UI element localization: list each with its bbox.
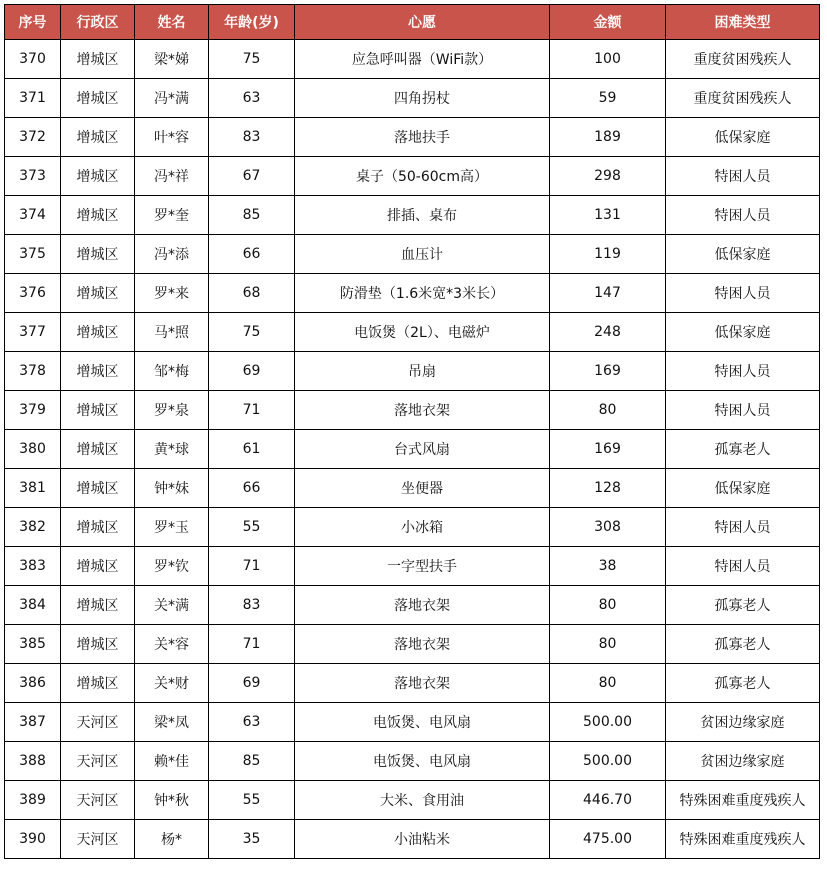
table-row	[5, 79, 820, 118]
cell-col-amount: 475.00	[550, 820, 666, 859]
wish-list-table	[4, 4, 820, 859]
table-row	[5, 235, 820, 274]
table-row	[5, 781, 820, 820]
table-row	[5, 157, 820, 196]
cell-col-amount: 189	[550, 118, 666, 157]
cell-col-wish: 排插、桌布	[295, 196, 550, 235]
table-row	[5, 820, 820, 859]
table-header-row	[5, 5, 820, 40]
cell-col-index: 378	[5, 352, 61, 391]
cell-col-index: 379	[5, 391, 61, 430]
cell-col-wish: 电饭煲、电风扇	[295, 703, 550, 742]
table-row	[5, 274, 820, 313]
cell-col-district: 增城区	[61, 196, 135, 235]
cell-col-hardship-type: 贫困边缘家庭	[666, 703, 820, 742]
cell-col-wish: 落地衣架	[295, 586, 550, 625]
table-row	[5, 508, 820, 547]
cell-col-age: 71	[209, 625, 295, 664]
header-col-age: 年龄(岁)	[209, 5, 295, 40]
cell-col-age: 69	[209, 352, 295, 391]
table-row	[5, 352, 820, 391]
cell-col-wish: 血压计	[295, 235, 550, 274]
cell-col-name: 关*满	[135, 586, 209, 625]
cell-col-wish: 落地扶手	[295, 118, 550, 157]
cell-col-wish: 小冰箱	[295, 508, 550, 547]
table-row	[5, 469, 820, 508]
cell-col-age: 66	[209, 469, 295, 508]
cell-col-index: 370	[5, 40, 61, 79]
cell-col-hardship-type: 重度贫困残疾人	[666, 40, 820, 79]
cell-col-age: 71	[209, 547, 295, 586]
cell-col-district: 增城区	[61, 586, 135, 625]
cell-col-index: 389	[5, 781, 61, 820]
cell-col-amount: 500.00	[550, 703, 666, 742]
cell-col-age: 83	[209, 118, 295, 157]
cell-col-wish: 电饭煲（2L）、电磁炉	[295, 313, 550, 352]
cell-col-amount: 38	[550, 547, 666, 586]
cell-col-name: 罗*泉	[135, 391, 209, 430]
cell-col-age: 75	[209, 40, 295, 79]
cell-col-amount: 248	[550, 313, 666, 352]
cell-col-index: 376	[5, 274, 61, 313]
cell-col-name: 冯*祥	[135, 157, 209, 196]
cell-col-hardship-type: 特困人员	[666, 547, 820, 586]
table-row	[5, 40, 820, 79]
cell-col-hardship-type: 特困人员	[666, 196, 820, 235]
cell-col-district: 增城区	[61, 40, 135, 79]
cell-col-district: 增城区	[61, 79, 135, 118]
cell-col-amount: 119	[550, 235, 666, 274]
cell-col-index: 372	[5, 118, 61, 157]
cell-col-amount: 169	[550, 430, 666, 469]
cell-col-wish: 桌子（50-60cm高）	[295, 157, 550, 196]
cell-col-age: 69	[209, 664, 295, 703]
cell-col-hardship-type: 特困人员	[666, 157, 820, 196]
cell-col-hardship-type: 特困人员	[666, 352, 820, 391]
table-row	[5, 430, 820, 469]
cell-col-wish: 落地衣架	[295, 664, 550, 703]
cell-col-hardship-type: 孤寡老人	[666, 430, 820, 469]
cell-col-index: 380	[5, 430, 61, 469]
cell-col-hardship-type: 重度贫困残疾人	[666, 79, 820, 118]
cell-col-name: 关*容	[135, 625, 209, 664]
cell-col-wish: 台式风扇	[295, 430, 550, 469]
cell-col-age: 55	[209, 508, 295, 547]
cell-col-index: 388	[5, 742, 61, 781]
cell-col-district: 天河区	[61, 820, 135, 859]
cell-col-hardship-type: 贫困边缘家庭	[666, 742, 820, 781]
cell-col-name: 梁*娣	[135, 40, 209, 79]
cell-col-amount: 169	[550, 352, 666, 391]
cell-col-name: 梁*凤	[135, 703, 209, 742]
cell-col-age: 63	[209, 703, 295, 742]
cell-col-name: 罗*奎	[135, 196, 209, 235]
cell-col-district: 增城区	[61, 157, 135, 196]
cell-col-name: 黄*球	[135, 430, 209, 469]
cell-col-index: 377	[5, 313, 61, 352]
cell-col-amount: 500.00	[550, 742, 666, 781]
cell-col-index: 373	[5, 157, 61, 196]
cell-col-district: 增城区	[61, 274, 135, 313]
cell-col-name: 钟*妹	[135, 469, 209, 508]
cell-col-hardship-type: 低保家庭	[666, 469, 820, 508]
cell-col-district: 增城区	[61, 508, 135, 547]
cell-col-age: 71	[209, 391, 295, 430]
cell-col-age: 85	[209, 742, 295, 781]
cell-col-district: 增城区	[61, 469, 135, 508]
cell-col-index: 382	[5, 508, 61, 547]
header-col-hardship-type: 困难类型	[666, 5, 820, 40]
cell-col-wish: 一字型扶手	[295, 547, 550, 586]
table-row	[5, 625, 820, 664]
cell-col-wish: 四角拐杖	[295, 79, 550, 118]
cell-col-name: 罗*钦	[135, 547, 209, 586]
cell-col-district: 天河区	[61, 742, 135, 781]
cell-col-amount: 100	[550, 40, 666, 79]
cell-col-hardship-type: 特困人员	[666, 274, 820, 313]
cell-col-hardship-type: 特殊困难重度残疾人	[666, 820, 820, 859]
table-body	[5, 40, 820, 859]
cell-col-index: 387	[5, 703, 61, 742]
table-row	[5, 118, 820, 157]
cell-col-hardship-type: 低保家庭	[666, 313, 820, 352]
cell-col-hardship-type: 特殊困难重度残疾人	[666, 781, 820, 820]
cell-col-amount: 308	[550, 508, 666, 547]
cell-col-hardship-type: 特困人员	[666, 508, 820, 547]
cell-col-age: 63	[209, 79, 295, 118]
cell-col-age: 68	[209, 274, 295, 313]
cell-col-index: 390	[5, 820, 61, 859]
cell-col-name: 马*照	[135, 313, 209, 352]
cell-col-name: 叶*容	[135, 118, 209, 157]
cell-col-district: 增城区	[61, 625, 135, 664]
cell-col-district: 天河区	[61, 703, 135, 742]
wish-list-table-wrapper	[4, 4, 820, 859]
table-row	[5, 547, 820, 586]
header-col-wish: 心愿	[295, 5, 550, 40]
header-col-district: 行政区	[61, 5, 135, 40]
cell-col-wish: 大米、食用油	[295, 781, 550, 820]
cell-col-district: 增城区	[61, 235, 135, 274]
cell-col-name: 邹*梅	[135, 352, 209, 391]
cell-col-amount: 80	[550, 391, 666, 430]
cell-col-hardship-type: 孤寡老人	[666, 586, 820, 625]
table-row	[5, 391, 820, 430]
table-row	[5, 586, 820, 625]
table-row	[5, 664, 820, 703]
cell-col-name: 冯*满	[135, 79, 209, 118]
cell-col-wish: 吊扇	[295, 352, 550, 391]
cell-col-name: 赖*佳	[135, 742, 209, 781]
cell-col-district: 增城区	[61, 391, 135, 430]
cell-col-index: 381	[5, 469, 61, 508]
cell-col-wish: 落地衣架	[295, 391, 550, 430]
cell-col-hardship-type: 特困人员	[666, 391, 820, 430]
cell-col-wish: 坐便器	[295, 469, 550, 508]
cell-col-age: 67	[209, 157, 295, 196]
cell-col-name: 罗*玉	[135, 508, 209, 547]
cell-col-age: 75	[209, 313, 295, 352]
cell-col-index: 386	[5, 664, 61, 703]
cell-col-age: 83	[209, 586, 295, 625]
cell-col-name: 杨*	[135, 820, 209, 859]
cell-col-district: 增城区	[61, 352, 135, 391]
cell-col-index: 384	[5, 586, 61, 625]
cell-col-index: 375	[5, 235, 61, 274]
cell-col-amount: 298	[550, 157, 666, 196]
cell-col-age: 61	[209, 430, 295, 469]
cell-col-name: 关*财	[135, 664, 209, 703]
cell-col-amount: 80	[550, 625, 666, 664]
cell-col-name: 罗*来	[135, 274, 209, 313]
cell-col-wish: 防滑垫（1.6米宽*3米长）	[295, 274, 550, 313]
cell-col-amount: 446.70	[550, 781, 666, 820]
cell-col-index: 371	[5, 79, 61, 118]
header-col-index: 序号	[5, 5, 61, 40]
cell-col-hardship-type: 孤寡老人	[666, 664, 820, 703]
cell-col-index: 385	[5, 625, 61, 664]
cell-col-amount: 80	[550, 586, 666, 625]
cell-col-age: 66	[209, 235, 295, 274]
cell-col-district: 增城区	[61, 664, 135, 703]
cell-col-age: 35	[209, 820, 295, 859]
cell-col-amount: 131	[550, 196, 666, 235]
cell-col-district: 增城区	[61, 118, 135, 157]
cell-col-hardship-type: 低保家庭	[666, 235, 820, 274]
cell-col-amount: 59	[550, 79, 666, 118]
cell-col-wish: 应急呼叫器（WiFi款）	[295, 40, 550, 79]
cell-col-age: 55	[209, 781, 295, 820]
cell-col-index: 383	[5, 547, 61, 586]
table-row	[5, 742, 820, 781]
cell-col-district: 增城区	[61, 547, 135, 586]
cell-col-age: 85	[209, 196, 295, 235]
cell-col-amount: 128	[550, 469, 666, 508]
cell-col-hardship-type: 低保家庭	[666, 118, 820, 157]
cell-col-name: 钟*秋	[135, 781, 209, 820]
header-col-name: 姓名	[135, 5, 209, 40]
header-col-amount: 金额	[550, 5, 666, 40]
cell-col-wish: 落地衣架	[295, 625, 550, 664]
cell-col-district: 增城区	[61, 430, 135, 469]
cell-col-name: 冯*添	[135, 235, 209, 274]
table-row	[5, 313, 820, 352]
cell-col-amount: 80	[550, 664, 666, 703]
cell-col-wish: 小油粘米	[295, 820, 550, 859]
cell-col-index: 374	[5, 196, 61, 235]
cell-col-wish: 电饭煲、电风扇	[295, 742, 550, 781]
table-row	[5, 196, 820, 235]
cell-col-district: 增城区	[61, 313, 135, 352]
table-row	[5, 703, 820, 742]
cell-col-district: 天河区	[61, 781, 135, 820]
cell-col-amount: 147	[550, 274, 666, 313]
cell-col-hardship-type: 孤寡老人	[666, 625, 820, 664]
